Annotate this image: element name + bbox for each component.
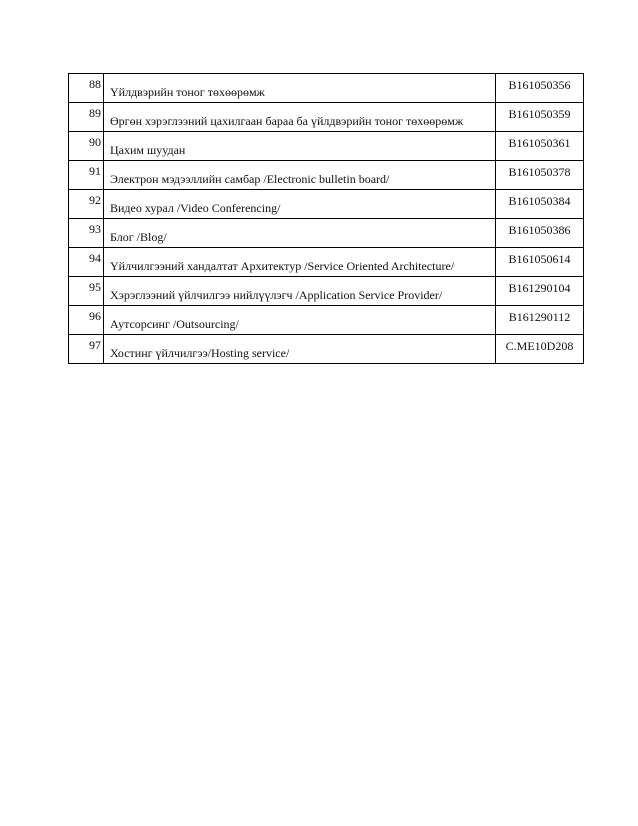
term-code: B161290112 (496, 306, 584, 335)
table-row (69, 248, 584, 277)
table-row (69, 161, 584, 190)
table-row (69, 219, 584, 248)
term-code: B161050378 (496, 161, 584, 190)
table-row (69, 335, 584, 364)
term-code: B161050356 (496, 74, 584, 103)
table-row (69, 74, 584, 103)
row-number: 90 (69, 132, 104, 161)
term-text: Цахим шуудан (104, 132, 496, 161)
term-text: Үйлдвэрийн тоног төхөөрөмж (104, 74, 496, 103)
term-code: B161050614 (496, 248, 584, 277)
row-number: 91 (69, 161, 104, 190)
term-text: Аутсорсинг /Outsourcing/ (104, 306, 496, 335)
table-row (69, 277, 584, 306)
row-number: 96 (69, 306, 104, 335)
row-number: 89 (69, 103, 104, 132)
terms-table (68, 73, 584, 364)
row-number: 94 (69, 248, 104, 277)
term-code: B161050359 (496, 103, 584, 132)
row-number: 92 (69, 190, 104, 219)
table-row (69, 132, 584, 161)
term-code: C.ME10D208 (496, 335, 584, 364)
term-text: Өргөн хэрэглээний цахилгаан бараа ба үйлдвэрийн тоног төхөөрөмж (104, 103, 496, 132)
row-number: 88 (69, 74, 104, 103)
term-code: B161290104 (496, 277, 584, 306)
term-text: Видео хурал /Video Conferencing/ (104, 190, 496, 219)
term-text: Хостинг үйлчилгээ/Hosting service/ (104, 335, 496, 364)
table-row (69, 190, 584, 219)
term-code: B161050361 (496, 132, 584, 161)
term-code: B161050384 (496, 190, 584, 219)
term-text: Электрон мэдээллийн самбар /Electronic bulletin board/ (104, 161, 496, 190)
term-text: Үйлчилгээний хандалтат Архитектур /Service Oriented Architecture/ (104, 248, 496, 277)
table-row (69, 306, 584, 335)
term-code: B161050386 (496, 219, 584, 248)
term-text: Хэрэглээний үйлчилгээ нийлүүлэгч /Application Service Provider/ (104, 277, 496, 306)
table-row (69, 103, 584, 132)
row-number: 93 (69, 219, 104, 248)
term-text: Блог /Blog/ (104, 219, 496, 248)
row-number: 97 (69, 335, 104, 364)
row-number: 95 (69, 277, 104, 306)
